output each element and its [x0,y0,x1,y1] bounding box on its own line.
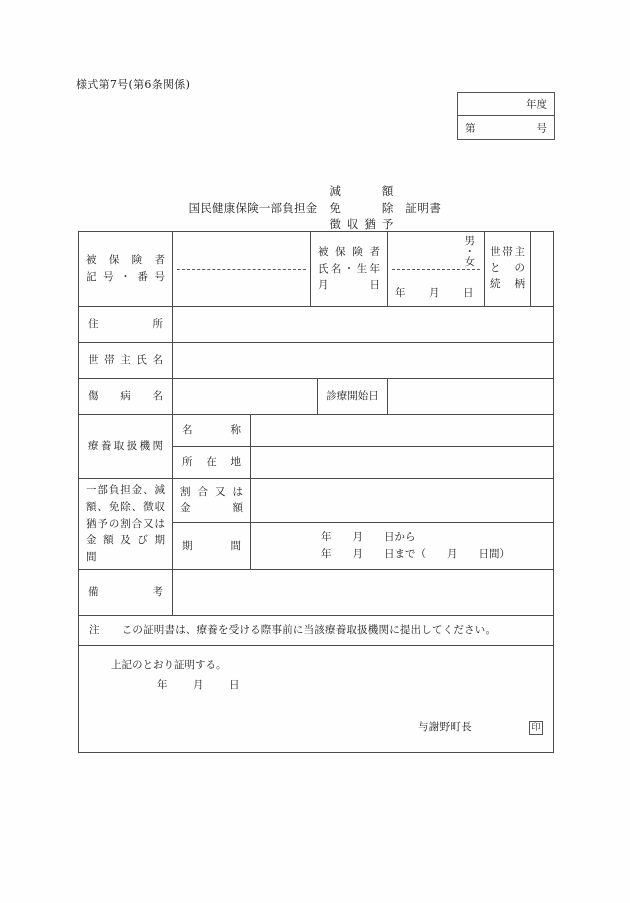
institution-label-cell [79,415,173,479]
table-row-disease [79,379,554,415]
title-option-exemption: 免 除 [329,200,400,215]
title-suffix-text: 証明書 [405,201,442,215]
copayment-label-cell [79,479,173,570]
certification-date-day: 日 [229,678,240,691]
institution-name-input-cell[interactable] [251,415,554,447]
insured-id-label-cell [79,232,173,307]
rate-amount-input-cell[interactable] [251,479,554,523]
birthdate-fields: 年 月 日 [395,287,474,299]
year-number-box [457,92,555,140]
serial-number-cell[interactable] [458,116,554,139]
certification-block [79,646,553,752]
address-input-cell[interactable] [173,307,554,343]
address-label: 住 所 [88,318,163,331]
remarks-input-cell[interactable] [173,569,554,615]
institution-address-label: 所 在 地 [182,456,241,469]
certification-date-month: 月 [193,678,204,691]
birthdate-dotted-line [392,269,480,270]
treatment-start-label-cell [318,379,388,415]
insured-id-dotted-line [177,269,306,270]
note-cell [79,615,554,645]
institution-name-label: 名 称 [182,424,241,437]
treatment-start-input-cell[interactable] [388,379,554,415]
certificate-table [78,231,554,753]
certification-date[interactable] [89,676,543,696]
householder-label: 世帯主氏名 [88,354,163,367]
table-row-remarks [79,569,554,615]
insured-id-input-cell[interactable] [173,232,311,307]
note-marker: 注 [89,623,100,636]
number-prefix-label: 第 [465,122,476,134]
table-row-householder [79,343,554,379]
institution-name-label-cell [173,415,251,447]
period-date-lines [251,525,553,568]
householder-input-cell[interactable] [173,343,554,379]
institution-address-input-cell[interactable] [251,447,554,479]
period-label: 期 間 [182,539,241,552]
treatment-start-label: 診療開始日 [326,390,379,403]
disease-input-cell[interactable] [173,379,318,415]
address-label-cell [79,307,173,343]
title-main-text: 国民健康保険一部負担金 [188,201,318,215]
certification-cell [79,645,554,752]
table-row-note [79,615,554,645]
copayment-label: 一部負担金、減 額、免除、徴収 猶予の割合又は 金 額 及 び 期 間 [86,484,165,564]
note-text: この証明書は、療養を受ける際事前に当該療養取扱機関に提出してください。 [121,623,497,636]
title-option-deferment: 徴収猶予 [329,217,400,232]
number-suffix-label: 号 [536,122,547,134]
institution-address-label-cell [173,447,251,479]
title-option-reduction: 減 額 [329,184,400,198]
table-row-insured [79,232,554,307]
certification-date-year: 年 [157,678,168,691]
fiscal-year-cell[interactable] [458,93,554,116]
issuer-signature-line [418,718,543,738]
table-row-rate-amount [79,479,554,523]
rate-amount-label: 割合又は 金 額 [180,485,243,515]
table-row-institution-name [79,415,554,447]
disease-label: 傷 病 名 [88,390,163,403]
document-title [0,183,630,233]
period-label-cell [173,522,251,569]
period-from-text: 年 月 日から [321,530,416,543]
seal-icon: 印 [529,721,543,735]
relation-label-cell [485,232,531,307]
fiscal-year-label: 年度 [526,98,547,111]
issuer-name: 与謝野町長 [418,720,472,733]
householder-label-cell [79,343,173,379]
remarks-label: 備 考 [88,586,163,599]
period-to-text: 年 月 日まで（ 月 日間） [321,547,510,560]
table-row-certification [79,645,554,752]
disease-label-cell [79,379,173,415]
institution-label: 療養取扱機関 [88,440,163,453]
insured-name-label: 被 保 険 者 氏名・生年月日 [318,245,380,292]
period-input-cell[interactable] [251,522,554,569]
insured-id-label: 被 保 険 者 記号・番号 [86,254,165,283]
title-option-stack [323,183,399,233]
form-number: 様式第7号(第6条関係) [76,78,191,91]
note-row [79,616,553,645]
gender-label: 男 ・ 女 [464,235,475,268]
rate-amount-label-cell [173,479,251,523]
certification-statement: 上記のとおり証明する。 [111,658,227,671]
remarks-label-cell [79,569,173,615]
relation-input-cell[interactable] [531,232,554,307]
relation-label: 世帯主 と の 続 柄 [490,246,525,290]
table-row-address [79,307,554,343]
gender-birthdate-cell[interactable] [388,232,485,307]
